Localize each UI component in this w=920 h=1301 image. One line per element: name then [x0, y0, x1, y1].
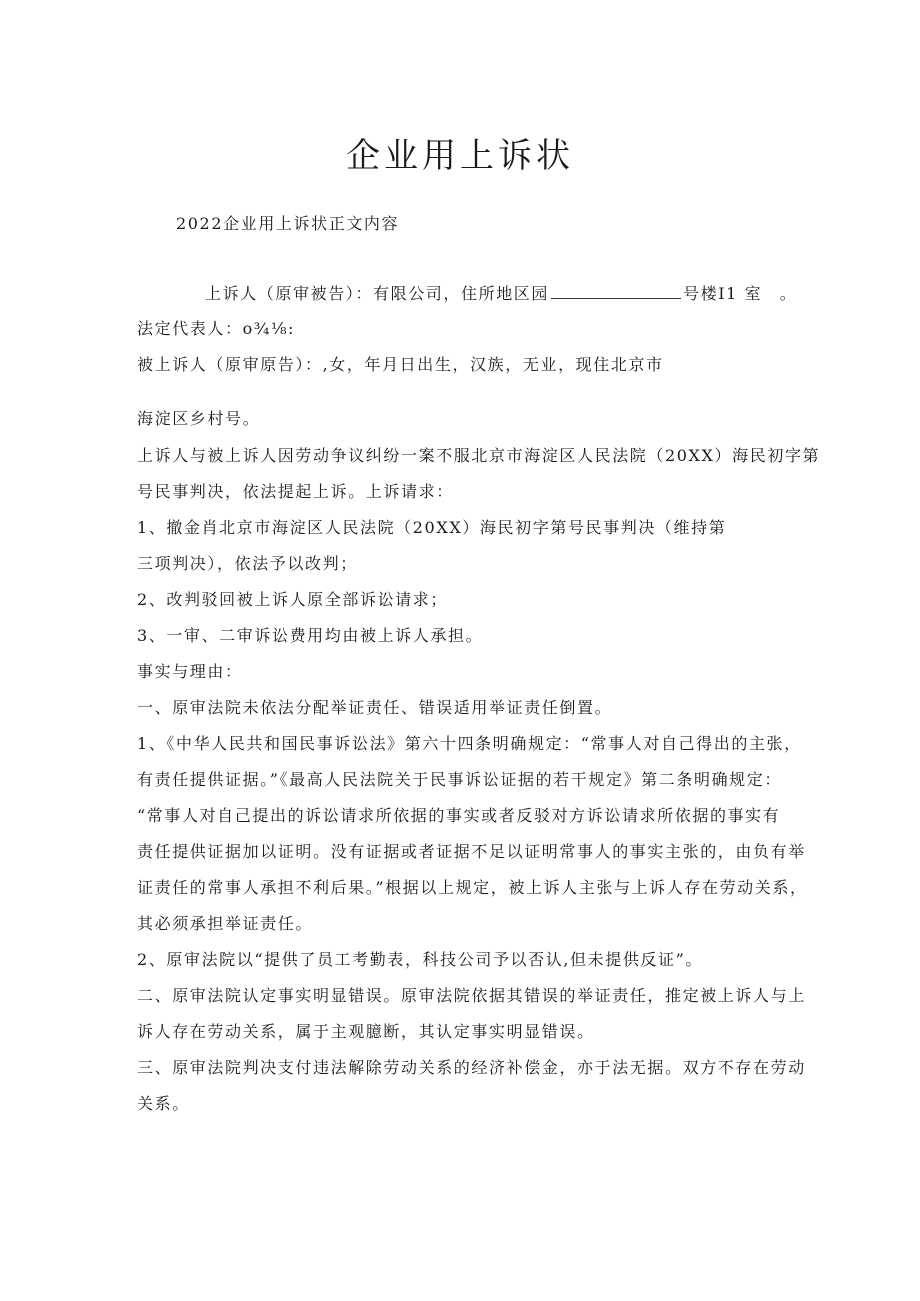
legal-representative: 法定代表人：o¾⅛:: [137, 319, 296, 338]
point-1-1-line-6: 其必须承担举证责任。: [137, 914, 314, 933]
point-1-1-line-3: “常事人对自己提出的诉讼请求所依据的事实或者反驳对方诉讼请求所依据的事实有: [137, 806, 781, 825]
appellee-line: 被上诉人（原审原告）：,女，年月日出生，汉族，无业，现住北京市: [137, 355, 664, 374]
appellee-address: 海淀区乡村号。: [137, 409, 261, 428]
facts-heading: 事实与理由：: [137, 662, 243, 681]
point-3-line-2: 关系。: [137, 1094, 190, 1113]
point-2-line-2: 诉人存在劳动关系，属于主观臆断，其认定事实明显错误。: [137, 1022, 595, 1041]
point-1-2: 2、原审法院以“提供了员工考勤表，科技公司予以否认,但未提供反证”。: [137, 950, 704, 969]
request-2: 2、改判驳回被上诉人原全部诉讼请求；: [137, 590, 448, 609]
point-1-1-line-2: 有责任提供证据。”《最高人民法院关于民事诉讼证据的若干规定》第二条明确规定：: [137, 770, 782, 789]
appellant-suffix: 号楼I1 室 。: [683, 284, 798, 303]
point-3-line-1: 三、原审法院判决支付违法解除劳动关系的经济补偿金，亦于法无据。双方不存在劳动: [137, 1058, 806, 1077]
document-title: 企业用上诉状: [346, 136, 574, 176]
request-1-line-2: 三项判决），依法予以改判；: [137, 554, 358, 573]
appellant-prefix: 上诉人（原审被告）：有限公司，住所地区园: [205, 284, 550, 303]
address-blank: [551, 284, 681, 299]
request-3: 3、一审、二审诉讼费用均由被上诉人承担。: [137, 626, 484, 645]
point-1-1-line-1: 1、《中华人民共和国民事诉讼法》第六十四条明确规定：“常事人对自己得出的主张，: [137, 734, 802, 753]
intro-line-2: 号民事判决，依法提起上诉。上诉请求：: [137, 482, 454, 501]
request-1-line-1: 1、撤金肖北京市海淀区人民法院（20XX）海民初字第号民事判决（维持第: [137, 518, 727, 537]
appellant-line: [205, 284, 797, 304]
point-1-1-line-5: 证责任的常事人承担不利后果。”根据以上规定，被上诉人主张与上诉人存在劳动关系，: [137, 878, 808, 897]
point-2-line-1: 二、原审法院认定事实明显错误。原审法院依据其错误的举证责任，推定被上诉人与上: [137, 986, 806, 1005]
point-1-1-line-4: 责任提供证据加以证明。没有证据或者证据不足以证明常事人的事实主张的，由负有举: [137, 842, 806, 861]
intro-line-1: 上诉人与被上诉人因劳动争议纠纷一案不服北京市海淀区人民法院（20XX）海民初字第: [137, 446, 821, 465]
point-1-heading: 一、原审法院未依法分配举证责任、错误适用举证责任倒置。: [137, 698, 613, 717]
document-subtitle: 2022企业用上诉状正文内容: [176, 214, 400, 233]
